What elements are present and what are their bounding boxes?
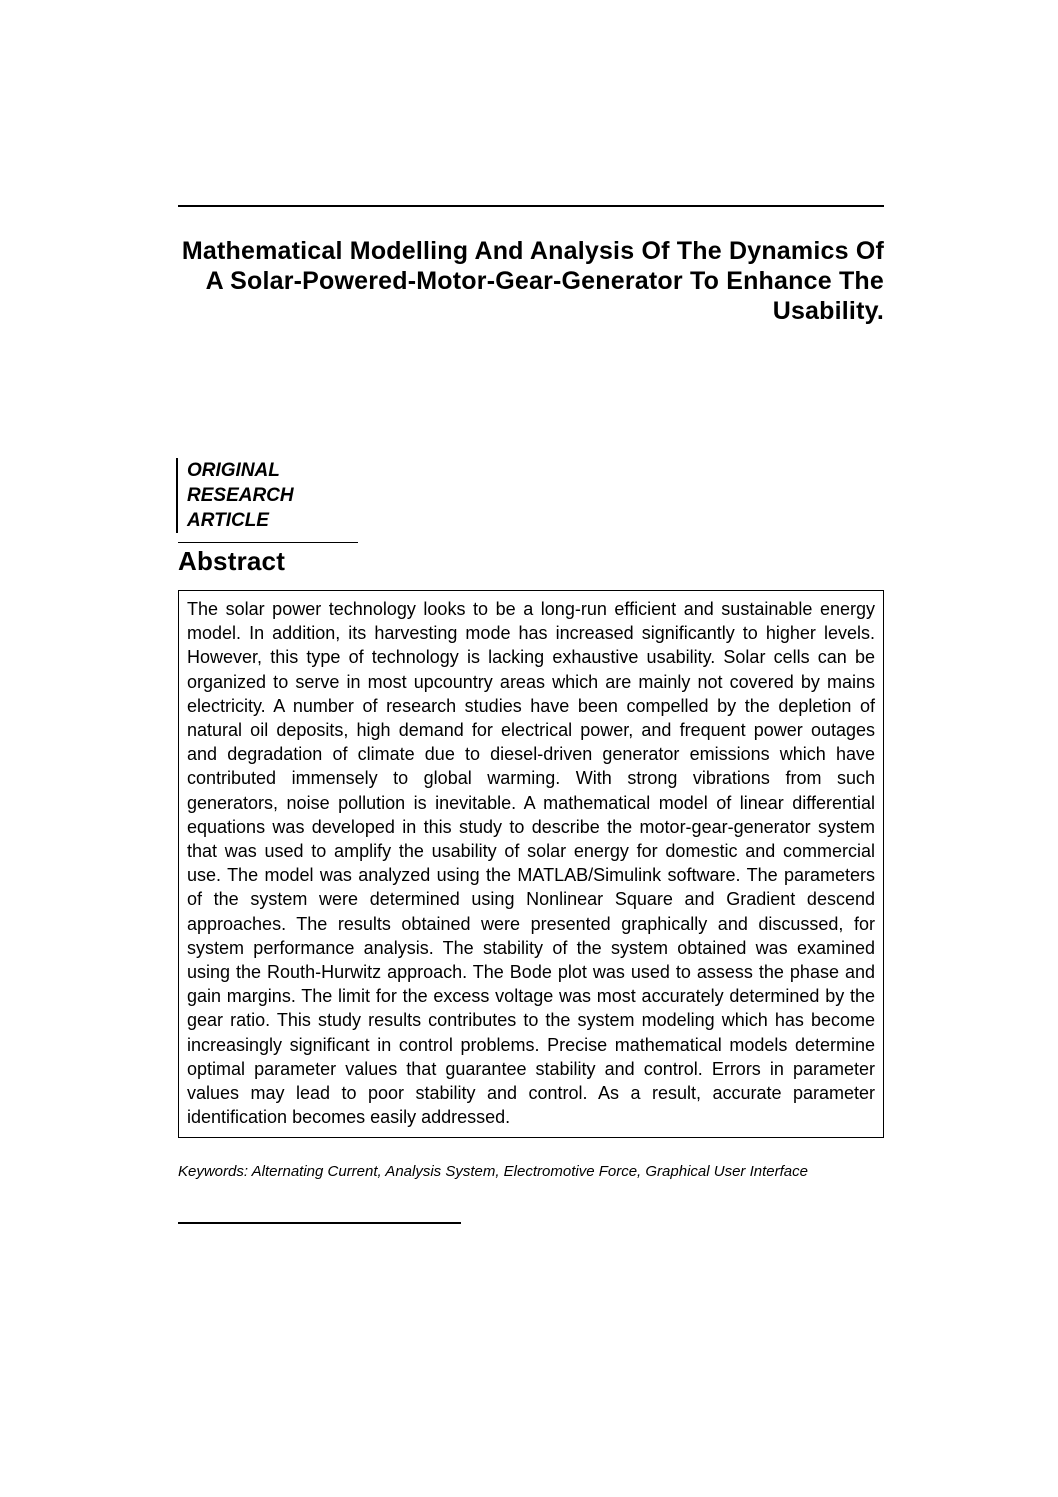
- abstract-text: The solar power technology looks to be a long-run efficient and sustainable energy model. In addition, its harvesting mode has increased significantly to higher levels. However, this type of technology is lacking exhaustive usability. Solar cells can be organized to serve in most upcountry areas which are mainly not covered by mains electricity. A number of research studies have been compelled by the depletion of natural oil deposits, high demand for electrical power, and frequent power outages and degradation of climate due to diesel-driven generator emissions which have contributed immensely to global warming. With strong vibrations from such generators, noise pollution is inevitable. A mathematical model of linear differential equations was developed in this study to describe the motor-gear-generator system that was used to amplify the usability of solar energy for domestic and commercial use. The model was analyzed using the MATLAB/Simulink software. The parameters of the system were determined using Nonlinear Square and Gradient descend approaches. The results obtained were presented graphically and discussed, for system performance analysis. The stability of the system obtained was examined using the Routh-Hurwitz approach. The Bode plot was used to assess the phase and gain margins. The limit for the excess voltage was most accurately determined by the gear ratio. This study results contributes to the system modeling which has become increasingly significant in control problems. Precise mathematical models determine optimal parameter values that guarantee stability and control. Errors in parameter values may lead to poor stability and control. As a result, accurate parameter identification becomes easily addressed.: [187, 599, 875, 1128]
- abstract-box: [178, 590, 884, 1138]
- keywords-line: Keywords: Alternating Current, Analysis System, Electromotive Force, Graphical User Interface: [178, 1163, 808, 1180]
- article-type-line: ARTICLE: [187, 510, 269, 531]
- paper-title-line: Mathematical Modelling And Analysis Of The Dynamics Of: [181, 236, 884, 265]
- paper-title-line: Usability.: [772, 296, 884, 325]
- footnote-rule: [178, 1222, 461, 1224]
- paper-title-line: A Solar-Powered-Motor-Gear-Generator To Enhance The: [205, 266, 884, 295]
- paper-title: [178, 236, 884, 326]
- title-top-rule: [178, 205, 884, 207]
- abstract-heading: Abstract: [178, 546, 286, 576]
- article-type-label: [176, 458, 294, 533]
- article-type-underline: [178, 542, 358, 543]
- article-type-line: ORIGINAL: [187, 460, 280, 481]
- article-type-line: RESEARCH: [187, 485, 294, 506]
